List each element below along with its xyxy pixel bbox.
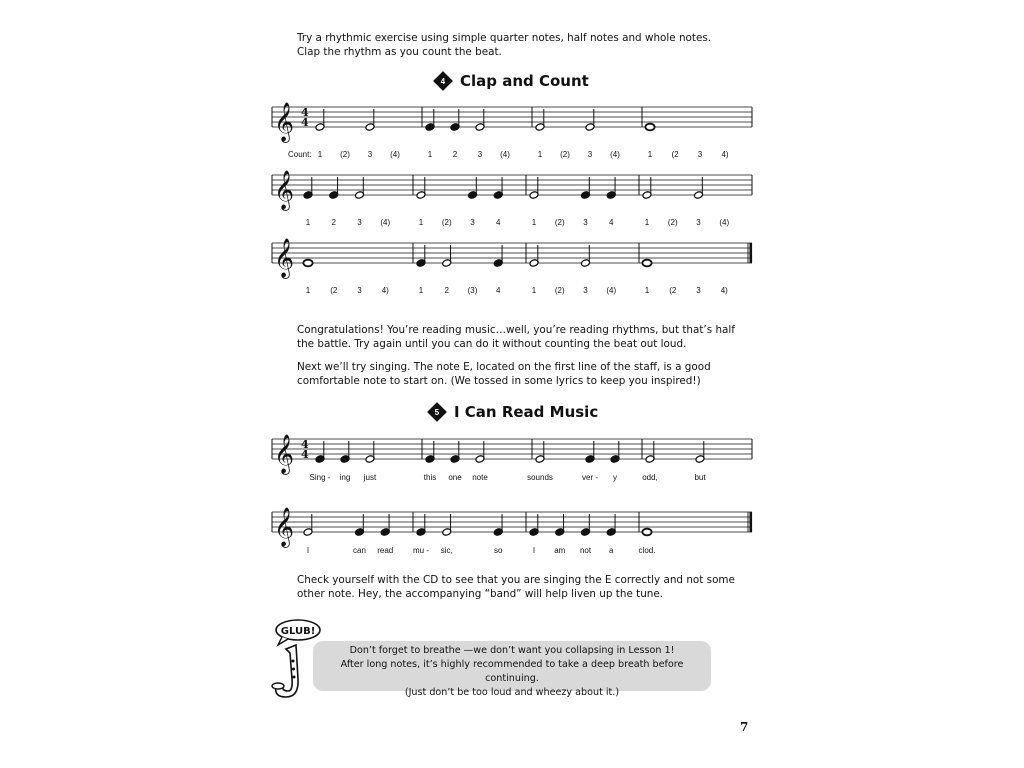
lyric-syllable: y xyxy=(613,473,617,482)
beat-count: (2) xyxy=(554,218,565,227)
lyric-syllable: not xyxy=(579,546,592,555)
treble-clef-icon: 𝄞 xyxy=(274,434,295,474)
time-signature-bottom: 4 xyxy=(301,448,309,461)
beat-count: 1 xyxy=(418,286,424,295)
beat-count: 4 xyxy=(609,218,614,227)
beat-count: 1 xyxy=(531,286,537,295)
lyric-syllable: ing xyxy=(339,473,351,482)
lyric-syllable: read xyxy=(377,546,394,555)
beat-count: (4) xyxy=(610,150,620,159)
exercise-title: I Can Read Music xyxy=(454,403,599,421)
beat-count: 4 xyxy=(496,218,501,227)
lyric-syllable: note xyxy=(472,473,488,482)
congratulations-paragraph: Congratulations! You’re reading music…well, you’re reading rhythms, but that’s half the battle. Try again until you can do it without counting the beat out loud. xyxy=(297,324,735,350)
lyric-syllable: this xyxy=(423,473,437,482)
intro-paragraph: Try a rhythmic exercise using simple quarter notes, half notes and whole notes. Clap the rhythm as you count the beat. xyxy=(297,32,712,58)
beat-count: 3 xyxy=(697,150,703,159)
beat-count: 3 xyxy=(696,218,701,227)
whole-note xyxy=(642,529,651,536)
treble-clef-icon: 𝄞 xyxy=(274,102,295,142)
treble-clef-icon: 𝄞 xyxy=(274,507,295,547)
exercise-number: 5 xyxy=(434,407,440,417)
callout-line-2: After long notes, it’s highly recommended to take a deep breath before continuing. xyxy=(340,659,684,684)
beat-count: 1 xyxy=(305,218,311,227)
check-paragraph: Check yourself with the CD to see that you are singing the E correctly and not some other note. Hey, the accompanying “band” will help liven up the tune. xyxy=(297,574,735,600)
beat-count: (2) xyxy=(667,218,678,227)
page-number: 7 xyxy=(740,720,749,734)
beat-count: 4) xyxy=(381,286,389,295)
beat-count: 1 xyxy=(537,150,543,159)
beat-count: (2 xyxy=(330,286,338,295)
beat-count: (2) xyxy=(441,218,452,227)
lyric-syllable: just xyxy=(363,473,377,482)
beat-count: 3 xyxy=(357,286,362,295)
breathing-tip-callout xyxy=(313,641,711,698)
beat-count: 1 xyxy=(644,286,650,295)
lyric-syllable: sic, xyxy=(440,546,453,555)
beat-count: 1 xyxy=(317,150,323,159)
exercise-number: 4 xyxy=(440,76,446,86)
beat-count: (2) xyxy=(340,150,350,159)
lyric-syllable: am xyxy=(554,546,566,555)
beat-count: 1 xyxy=(305,286,311,295)
staff-system xyxy=(272,434,752,482)
treble-clef-icon: 𝄞 xyxy=(274,238,295,278)
beat-count: (3) xyxy=(467,286,478,295)
exercise-title: Clap and Count xyxy=(460,72,589,90)
beat-count: (4) xyxy=(606,286,617,295)
beat-count: 2 xyxy=(452,150,458,159)
treble-clef-icon: 𝄞 xyxy=(274,170,295,210)
beat-count: (2 xyxy=(669,286,677,295)
callout-line-3: (Just don’t be too loud and wheezy about it.) xyxy=(404,687,620,698)
beat-count: (2) xyxy=(554,286,565,295)
beat-count: (4) xyxy=(390,150,400,159)
beat-count: 3 xyxy=(470,218,475,227)
beat-count: 3 xyxy=(587,150,593,159)
lyric-syllable: so xyxy=(494,546,503,555)
beat-count: 1 xyxy=(531,218,537,227)
beat-count: 3 xyxy=(477,150,483,159)
staff-system xyxy=(272,507,752,555)
beat-count: 4 xyxy=(496,286,501,295)
beat-count: 2 xyxy=(331,218,336,227)
time-signature-bottom: 4 xyxy=(301,116,309,129)
lyric-syllable: clod. xyxy=(638,546,656,555)
beat-count: 1 xyxy=(647,150,653,159)
beat-count: 1 xyxy=(427,150,433,159)
lyric-syllable: mu - xyxy=(413,546,429,555)
beat-count: 4) xyxy=(720,286,728,295)
beat-count: (4) xyxy=(719,218,730,227)
lyric-syllable: one xyxy=(448,473,462,482)
beat-count: (4) xyxy=(500,150,510,159)
beat-count: 3 xyxy=(696,286,701,295)
lyric-syllable: can xyxy=(353,546,366,555)
lyric-syllable: but xyxy=(694,473,706,482)
callout-line-1: Don’t forget to breathe —we don’t want you collapsing in Lesson 1! xyxy=(349,645,675,656)
time-signature-top: 4 xyxy=(301,106,309,119)
beat-count: 4) xyxy=(721,150,729,159)
beat-count: 3 xyxy=(583,218,588,227)
lyric-syllable: odd, xyxy=(642,473,658,482)
beat-count: 2 xyxy=(444,286,449,295)
time-signature-top: 4 xyxy=(301,438,309,451)
beat-count: 3 xyxy=(357,218,362,227)
beat-count: 3 xyxy=(367,150,373,159)
lyric-syllable: sounds xyxy=(527,473,553,482)
beat-count: (4) xyxy=(380,218,391,227)
beat-count: 3 xyxy=(583,286,588,295)
singing-paragraph: Next we’ll try singing. The note E, located on the first line of the staff, is a good comfortable note to start on. (We tossed in some lyrics to keep you inspired!) xyxy=(297,361,711,387)
lyric-syllable: ver - xyxy=(582,473,598,482)
glub-text: GLUB! xyxy=(280,626,316,637)
beat-count: (2) xyxy=(560,150,570,159)
lyric-syllable: Sing - xyxy=(309,473,331,482)
beat-count: 1 xyxy=(644,218,650,227)
lyric-syllable: I xyxy=(532,546,536,555)
beat-count: 1 xyxy=(418,218,424,227)
beat-count: (2 xyxy=(671,150,679,159)
lyric-syllable: I xyxy=(306,546,310,555)
lyric-syllable: a xyxy=(609,546,614,555)
count-label: Count: xyxy=(288,150,312,159)
